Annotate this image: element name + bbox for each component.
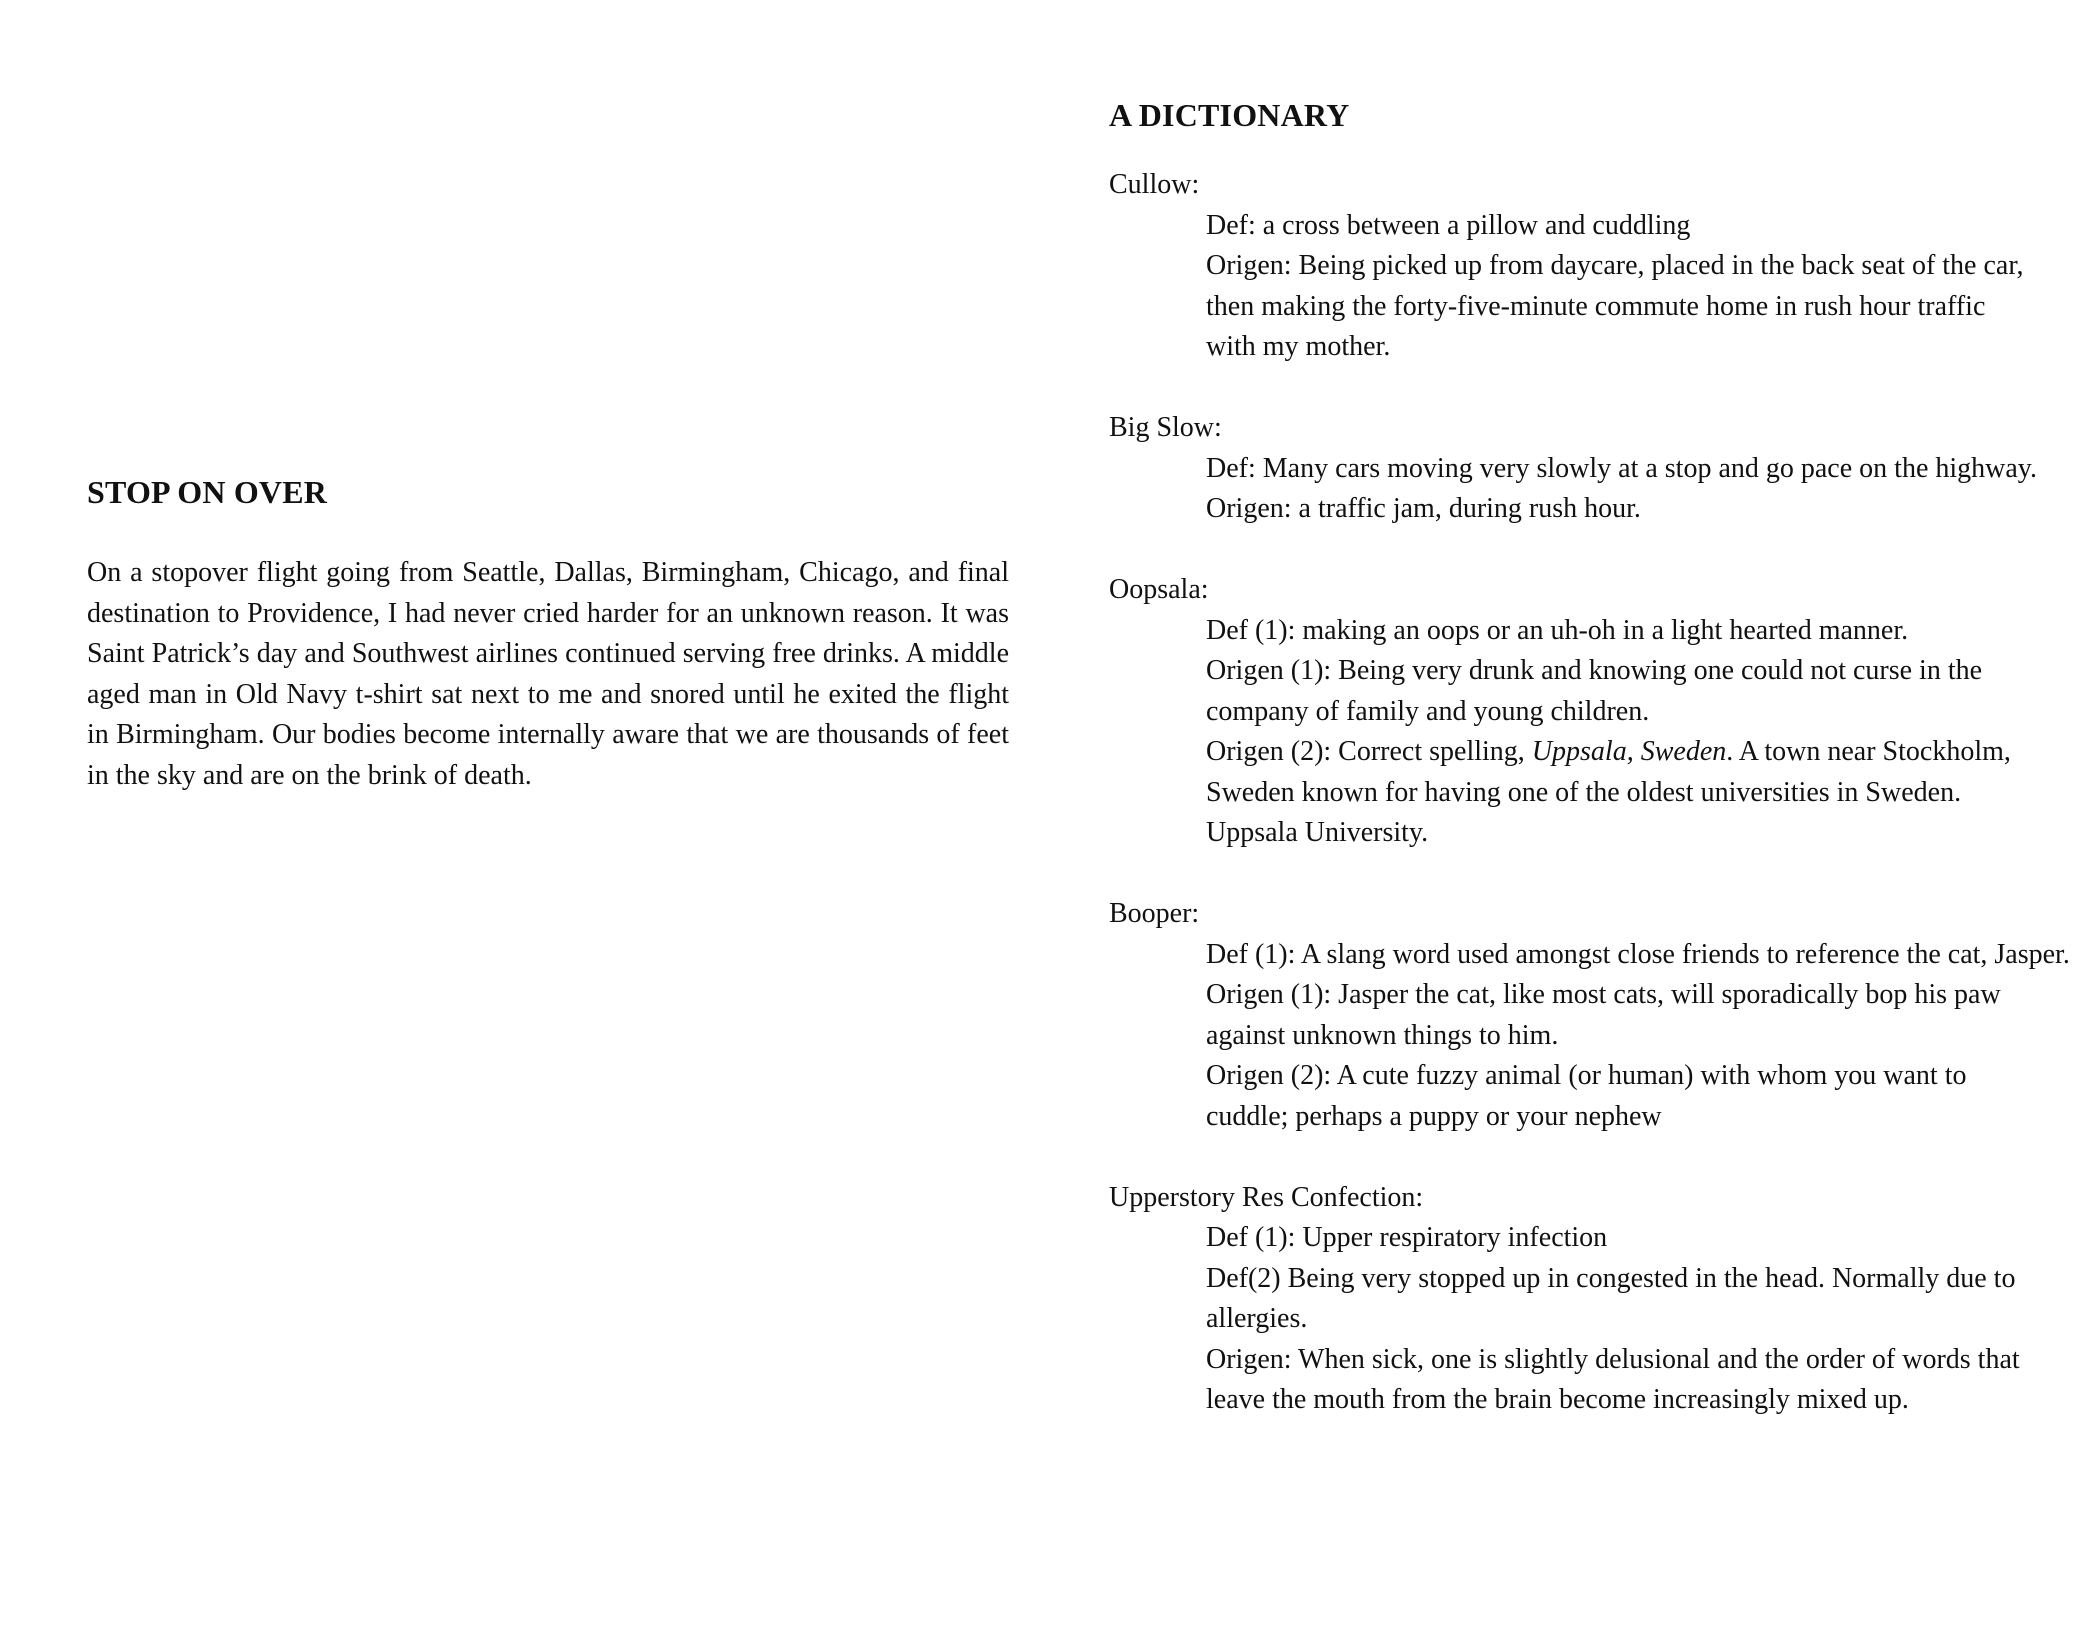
entry-origin-2: Origen (2): A cute fuzzy animal (or human) with whom you want to cuddle; perhaps a puppy or your nephew (1206, 1060, 1967, 1132)
entry-origin: Origen (1): Jasper the cat, like most cats, will sporadically bop his paw against unknown things to him. (1206, 979, 2001, 1051)
origin-2-place: Uppsala, Sweden (1531, 736, 1727, 767)
dictionary-entry-oopsala (1109, 570, 2079, 854)
dictionary-entries (1109, 165, 2079, 1461)
entry-term: Cullow: (1109, 169, 1200, 200)
dictionary-entry-big-slow (1109, 408, 2079, 530)
story-paragraph: On a stopover flight going from Seattle, Dallas, Birmingham, Chicago, and final destination to Providence, I had never cried harder for an unknown reason. It was Saint Patrick’s day and Southwest airlines continued serving free drinks. A middle aged man in Old Navy t-shirt sat next to me and snored until he exited the flight in Birmingham. Our bodies become internally aware that we are thousands of feet in the sky and are on the brink of death. (87, 557, 1009, 791)
story-title: STOP ON OVER (87, 474, 328, 510)
origin-2-prefix: Origen (2): Correct spelling, (1206, 736, 1532, 767)
entry-definition: Def (1): A slang word used amongst close friends to reference the cat, Jasper. (1206, 938, 2070, 970)
entry-origin: Origen (1): Being very drunk and knowing one could not curse in the company of family and young children. (1206, 655, 1983, 727)
origin-2-suffix: . A town near Stockholm, Sweden known for having one of the oldest universities in Sweden. Uppsala University. (1206, 736, 2011, 848)
entry-definition: Def (1): making an oops or an uh-oh in a light hearted manner. (1206, 614, 1909, 646)
dictionary-entry-upperstory-res-confection (1109, 1178, 2079, 1421)
entry-term: Oopsala: (1109, 574, 1209, 605)
dictionary-entry-booper (1109, 894, 2079, 1137)
dictionary-entry-cullow (1109, 165, 2079, 368)
entry-definition: Def (1): Upper respiratory infection (1206, 1222, 1608, 1253)
entry-term: Big Slow: (1109, 412, 1222, 443)
entry-origin: Origen: When sick, one is slightly delusional and the order of words that leave the mouth from the brain become increasingly mixed up. (1206, 1343, 2020, 1415)
entry-term: Upperstory Res Confection: (1109, 1181, 1424, 1213)
entry-origin: Origen: a traffic jam, during rush hour. (1206, 493, 1641, 524)
entry-definition: Def: a cross between a pillow and cuddling (1206, 209, 1691, 241)
entry-term: Booper: (1109, 898, 1200, 929)
entry-origin-2 (1109, 732, 2026, 854)
entry-definition: Def: Many cars moving very slowly at a stop and go pace on the highway. (1206, 452, 2037, 484)
dictionary-title: A DICTIONARY (1109, 97, 1350, 133)
right-page (1049, 0, 2098, 1638)
entry-definition-2: Def(2) Being very stopped up in congested in the head. Normally due to allergies. (1206, 1262, 2016, 1334)
entry-origin: Origen: Being picked up from daycare, placed in the back seat of the car, then making the forty-five-minute commute home in rush hour traffic with my mother. (1206, 250, 2024, 362)
